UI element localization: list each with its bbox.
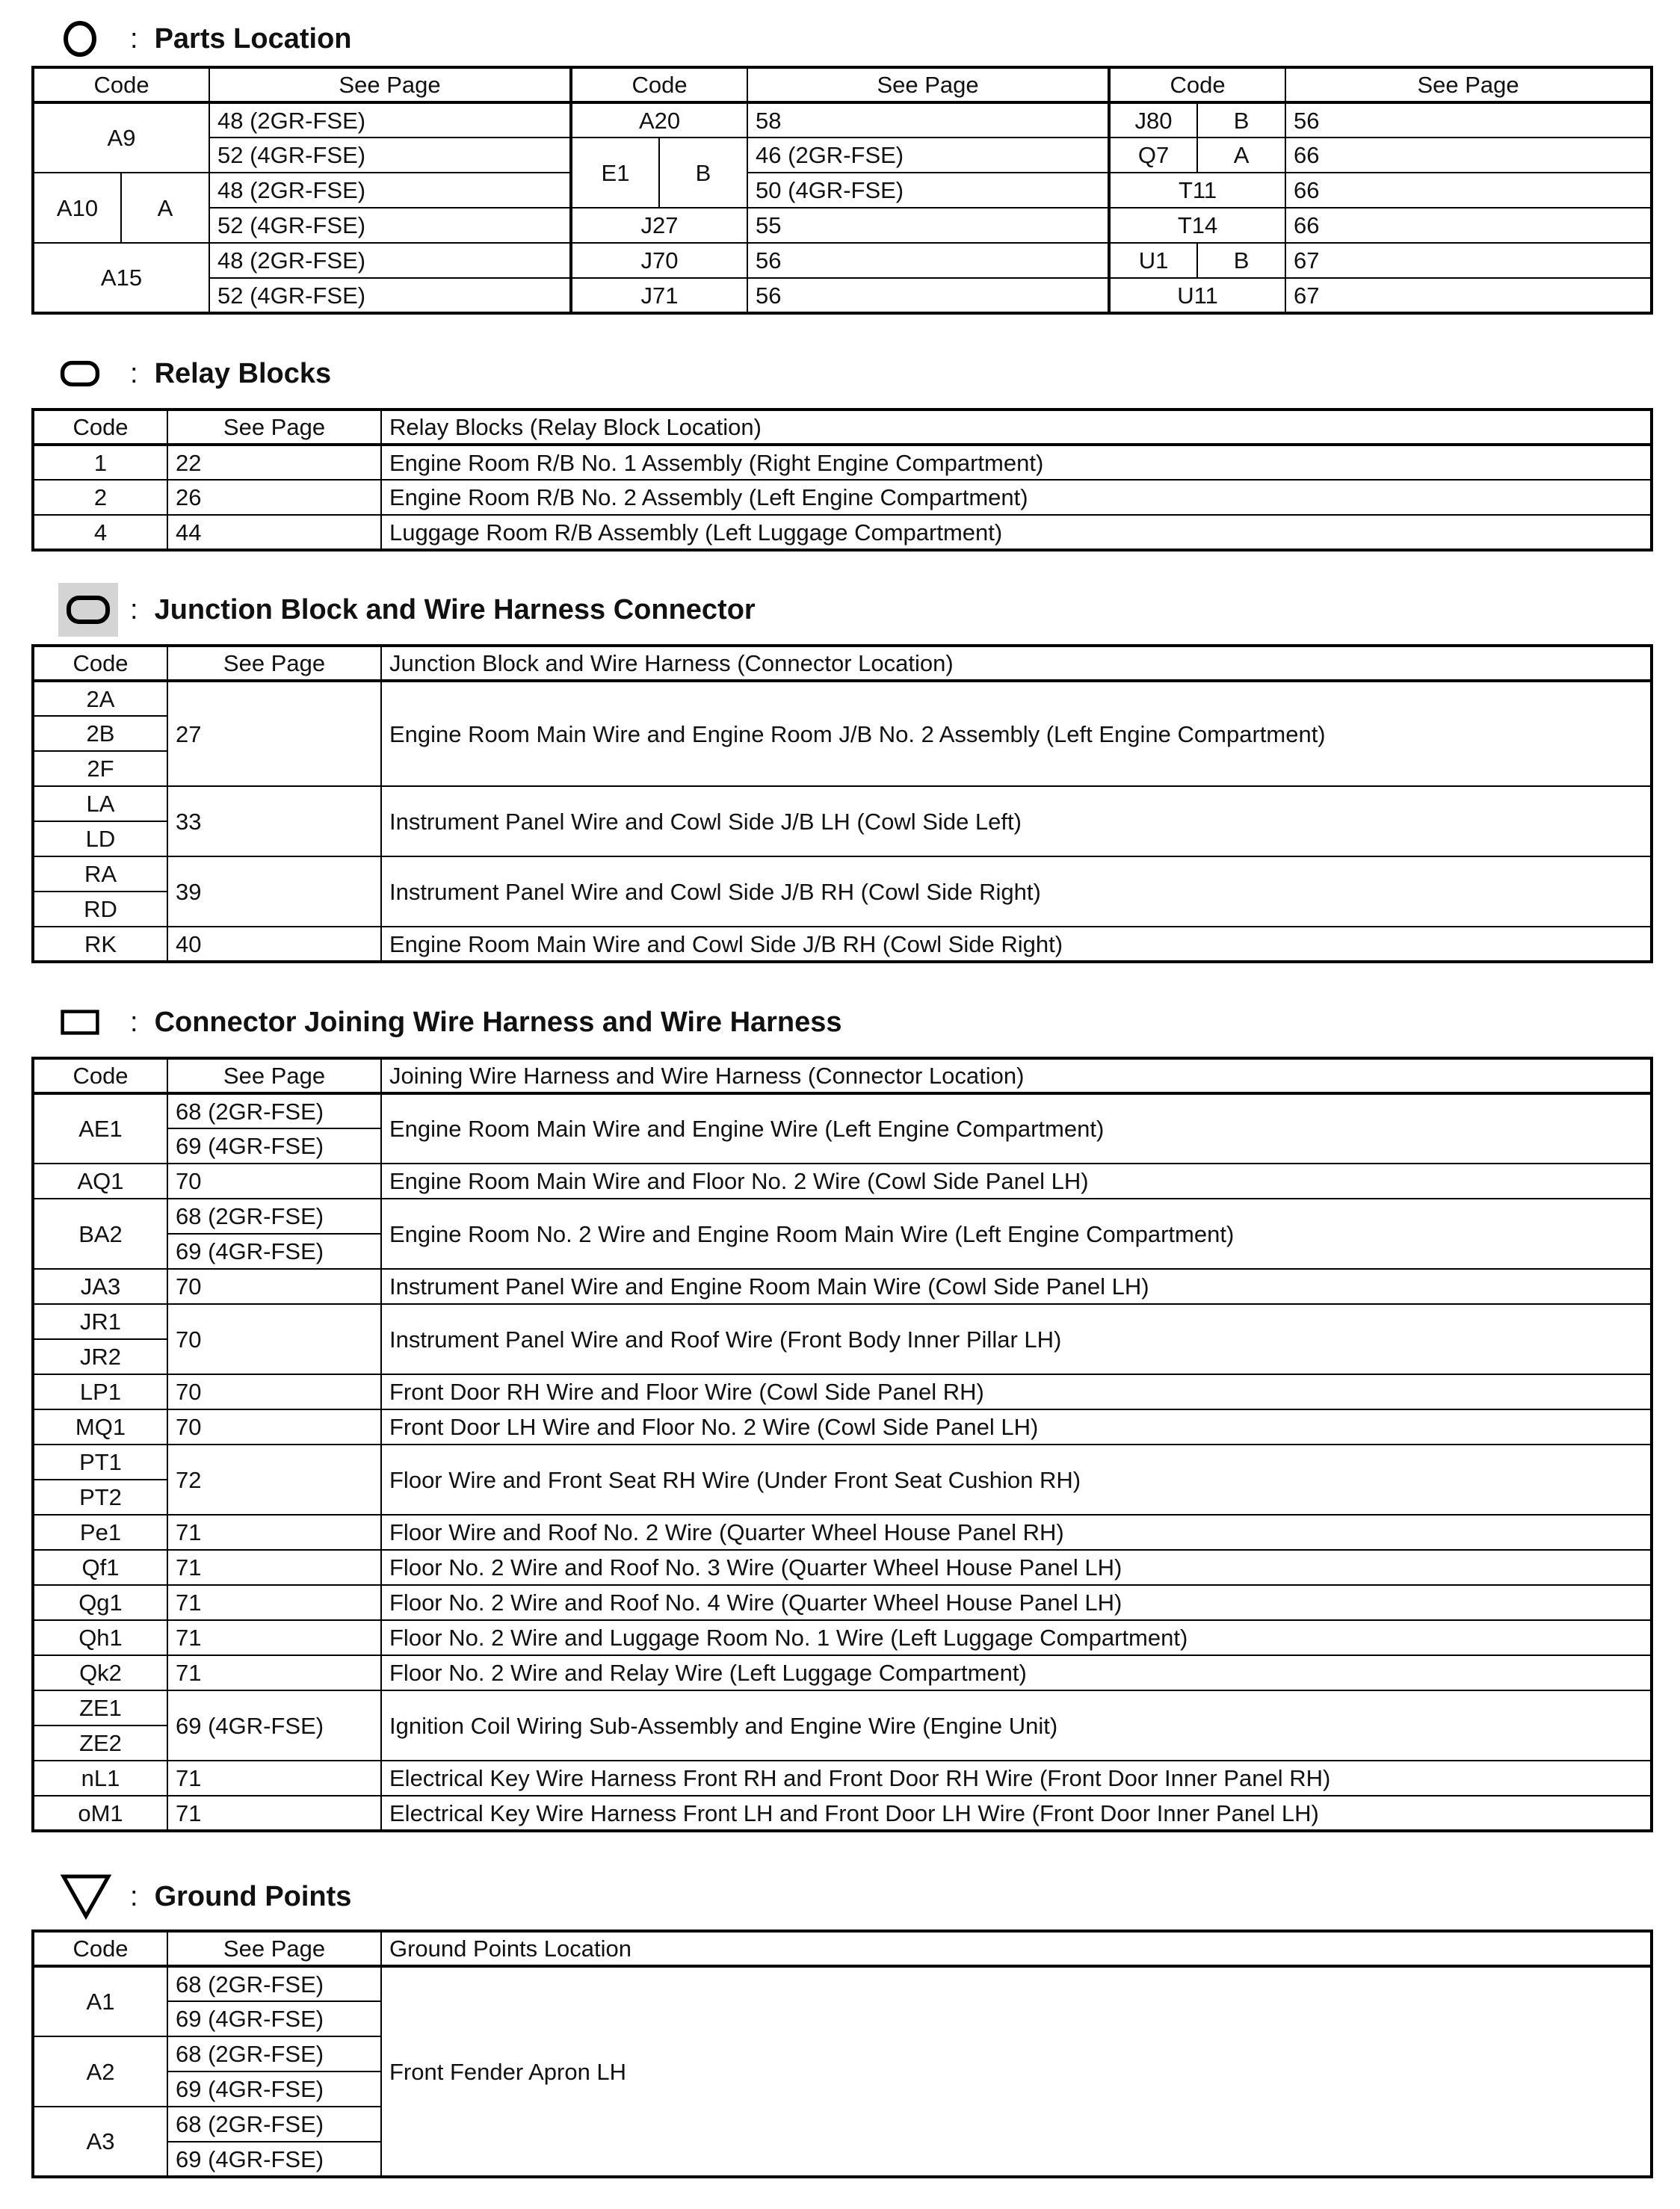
page-cell: 69 (4GR-FSE) xyxy=(167,2142,381,2177)
page-cell: 22 xyxy=(167,445,381,480)
table-row xyxy=(33,1269,1652,1304)
code-cell: Pe1 xyxy=(33,1515,167,1550)
code-cell: Q7 xyxy=(1109,138,1197,173)
page-cell: 69 (4GR-FSE) xyxy=(167,1690,381,1761)
page-cell: 68 (2GR-FSE) xyxy=(167,2036,381,2071)
table-row xyxy=(33,927,1652,962)
triangle-down-icon xyxy=(60,1870,112,1923)
code-cell: J70 xyxy=(571,243,747,278)
code-cell: 2B xyxy=(33,716,167,751)
page-cell: 46 (2GR-FSE) xyxy=(747,138,1109,173)
table-row xyxy=(33,681,1652,716)
code-cell: J71 xyxy=(571,278,747,313)
page-cell: 72 xyxy=(167,1445,381,1515)
page-cell: 26 xyxy=(167,480,381,515)
code-cell: J80 xyxy=(1109,102,1197,138)
header-row xyxy=(33,410,1652,445)
code-cell: nL1 xyxy=(33,1761,167,1796)
description-cell: Floor Wire and Front Seat RH Wire (Under Front Seat Cushion RH) xyxy=(381,1445,1652,1515)
description-cell: Engine Room No. 2 Wire and Engine Room Main Wire (Left Engine Compartment) xyxy=(381,1199,1652,1269)
table-row xyxy=(33,445,1652,480)
page-cell: 48 (2GR-FSE) xyxy=(209,102,571,138)
header-code: Code xyxy=(33,67,209,102)
table-row xyxy=(33,480,1652,515)
header-code: Code xyxy=(33,1931,167,1966)
page-cell: 55 xyxy=(747,208,1109,243)
table-row xyxy=(33,515,1652,550)
code-cell: 2F xyxy=(33,751,167,786)
description-cell: Front Door RH Wire and Floor Wire (Cowl Side Panel RH) xyxy=(381,1374,1652,1409)
description-cell: Instrument Panel Wire and Roof Wire (Front Body Inner Pillar LH) xyxy=(381,1304,1652,1374)
code-cell: A20 xyxy=(571,102,747,138)
table-row xyxy=(33,1409,1652,1445)
sub-code-cell: B xyxy=(659,138,747,208)
code-cell: E1 xyxy=(571,138,659,208)
description-cell: Floor Wire and Roof No. 2 Wire (Quarter Wheel House Panel RH) xyxy=(381,1515,1652,1550)
table-row xyxy=(33,1585,1652,1620)
table-row xyxy=(33,1093,1652,1128)
page-cell: 44 xyxy=(167,515,381,550)
header-code: Code xyxy=(571,67,747,102)
header-row xyxy=(33,67,1652,102)
code-cell: LP1 xyxy=(33,1374,167,1409)
table-row xyxy=(33,1515,1652,1550)
header-description: Joining Wire Harness and Wire Harness (Connector Location) xyxy=(381,1058,1652,1093)
code-cell: A2 xyxy=(33,2036,167,2107)
header-see-page: See Page xyxy=(209,67,571,102)
page-cell: 71 xyxy=(167,1620,381,1655)
header-see-page: See Page xyxy=(1285,67,1652,102)
description-cell: Engine Room Main Wire and Engine Room J/B No. 2 Assembly (Left Engine Compartment) xyxy=(381,681,1652,786)
description-cell: Floor No. 2 Wire and Luggage Room No. 1 Wire (Left Luggage Compartment) xyxy=(381,1620,1652,1655)
table-row xyxy=(33,102,1652,138)
header-row xyxy=(33,1058,1652,1093)
junction-block-heading xyxy=(60,587,756,632)
page-cell: 68 (2GR-FSE) xyxy=(167,1966,381,2001)
page-cell: 67 xyxy=(1285,278,1652,313)
code-cell: JR1 xyxy=(33,1304,167,1339)
page-cell: 69 (4GR-FSE) xyxy=(167,1234,381,1269)
connector-joining-table xyxy=(31,1057,1653,1832)
description-cell: Electrical Key Wire Harness Front RH and Front Door RH Wire (Front Door Inner Panel RH) xyxy=(381,1761,1652,1796)
page-cell: 40 xyxy=(167,927,381,962)
description-cell: Ignition Coil Wiring Sub-Assembly and Engine Wire (Engine Unit) xyxy=(381,1690,1652,1761)
code-cell: LD xyxy=(33,821,167,856)
colon: : xyxy=(130,593,138,625)
table-row xyxy=(33,1445,1652,1480)
sub-code-cell: B xyxy=(1197,102,1285,138)
page-cell: 70 xyxy=(167,1409,381,1445)
page-cell: 71 xyxy=(167,1585,381,1620)
page-cell: 71 xyxy=(167,1761,381,1796)
code-cell: JA3 xyxy=(33,1269,167,1304)
page-cell: 68 (2GR-FSE) xyxy=(167,2107,381,2142)
table-row xyxy=(33,1374,1652,1409)
code-cell: RK xyxy=(33,927,167,962)
rectangle-icon xyxy=(60,1002,100,1042)
page-cell: 56 xyxy=(747,243,1109,278)
sub-code-cell: B xyxy=(1197,243,1285,278)
header-see-page: See Page xyxy=(167,646,381,681)
table-row xyxy=(33,786,1652,821)
table-row xyxy=(33,1164,1652,1199)
page-cell: 33 xyxy=(167,786,381,856)
code-cell: A3 xyxy=(33,2107,167,2177)
description-cell: Engine Room R/B No. 2 Assembly (Left Engine Compartment) xyxy=(381,480,1652,515)
page-cell: 52 (4GR-FSE) xyxy=(209,278,571,313)
table-row xyxy=(33,1304,1652,1339)
code-cell: 2 xyxy=(33,480,167,515)
description-cell: Floor No. 2 Wire and Relay Wire (Left Luggage Compartment) xyxy=(381,1655,1652,1690)
section-title: Ground Points xyxy=(154,1880,352,1912)
table-row xyxy=(33,1620,1652,1655)
code-cell: 4 xyxy=(33,515,167,550)
page-cell: 58 xyxy=(747,102,1109,138)
section-title: Relay Blocks xyxy=(154,357,332,389)
section-title: Junction Block and Wire Harness Connector xyxy=(154,593,756,625)
table-row xyxy=(33,138,1652,173)
header-code: Code xyxy=(33,410,167,445)
page-cell: 48 (2GR-FSE) xyxy=(209,173,571,208)
description-cell: Instrument Panel Wire and Cowl Side J/B RH (Cowl Side Right) xyxy=(381,856,1652,927)
code-cell: MQ1 xyxy=(33,1409,167,1445)
sub-code-cell: A xyxy=(1197,138,1285,173)
description-cell: Engine Room Main Wire and Cowl Side J/B RH (Cowl Side Right) xyxy=(381,927,1652,962)
ground-points-table xyxy=(31,1930,1653,2178)
header-code: Code xyxy=(33,646,167,681)
parts-location-heading xyxy=(60,16,352,61)
table-row xyxy=(33,1655,1652,1690)
header-description: Junction Block and Wire Harness (Connector Location) xyxy=(381,646,1652,681)
page-cell: 39 xyxy=(167,856,381,927)
header-code: Code xyxy=(33,1058,167,1093)
relay-blocks-table xyxy=(31,408,1653,552)
code-cell: PT2 xyxy=(33,1480,167,1515)
code-cell: A1 xyxy=(33,1966,167,2036)
description-cell: Instrument Panel Wire and Engine Room Main Wire (Cowl Side Panel LH) xyxy=(381,1269,1652,1304)
code-cell: PT1 xyxy=(33,1445,167,1480)
code-cell: 1 xyxy=(33,445,167,480)
header-code: Code xyxy=(1109,67,1285,102)
page-cell: 69 (4GR-FSE) xyxy=(167,2071,381,2107)
code-cell: U1 xyxy=(1109,243,1197,278)
table-row xyxy=(33,1966,1652,2001)
page-cell: 69 (4GR-FSE) xyxy=(167,2001,381,2036)
section-title: Parts Location xyxy=(154,22,352,55)
page-cell: 66 xyxy=(1285,138,1652,173)
code-cell: T11 xyxy=(1109,173,1285,208)
connector-joining-heading xyxy=(60,1000,842,1045)
page-cell: 56 xyxy=(747,278,1109,313)
code-cell: AE1 xyxy=(33,1093,167,1164)
code-cell: LA xyxy=(33,786,167,821)
code-cell: BA2 xyxy=(33,1199,167,1269)
page-cell: 71 xyxy=(167,1515,381,1550)
page-cell: 69 (4GR-FSE) xyxy=(167,1128,381,1164)
page-cell: 52 (4GR-FSE) xyxy=(209,138,571,173)
table-row xyxy=(33,208,1652,243)
table-row xyxy=(33,1690,1652,1726)
code-cell: Qg1 xyxy=(33,1585,167,1620)
page-cell: 71 xyxy=(167,1655,381,1690)
code-cell: T14 xyxy=(1109,208,1285,243)
table-row xyxy=(33,1761,1652,1796)
code-cell: 2A xyxy=(33,681,167,716)
description-cell: Luggage Room R/B Assembly (Left Luggage Compartment) xyxy=(381,515,1652,550)
page-cell: 68 (2GR-FSE) xyxy=(167,1199,381,1234)
table-row xyxy=(33,1796,1652,1831)
header-see-page: See Page xyxy=(747,67,1109,102)
colon: : xyxy=(130,1880,138,1912)
section-title: Connector Joining Wire Harness and Wire Harness xyxy=(154,1006,842,1038)
code-cell: oM1 xyxy=(33,1796,167,1831)
circle-icon xyxy=(60,19,100,59)
page-cell: 56 xyxy=(1285,102,1652,138)
page-cell: 27 xyxy=(167,681,381,786)
description-cell: Engine Room R/B No. 1 Assembly (Right Engine Compartment) xyxy=(381,445,1652,480)
description-cell: Engine Room Main Wire and Floor No. 2 Wire (Cowl Side Panel LH) xyxy=(381,1164,1652,1199)
header-see-page: See Page xyxy=(167,1058,381,1093)
shaded-rounded-rectangle-icon xyxy=(58,583,118,637)
header-row xyxy=(33,646,1652,681)
code-cell: Qk2 xyxy=(33,1655,167,1690)
code-cell: U11 xyxy=(1109,278,1285,313)
page-cell: 71 xyxy=(167,1796,381,1831)
code-cell: JR2 xyxy=(33,1339,167,1374)
code-cell: J27 xyxy=(571,208,747,243)
page-cell: 68 (2GR-FSE) xyxy=(167,1093,381,1128)
junction-block-table xyxy=(31,644,1653,963)
header-description: Ground Points Location xyxy=(381,1931,1652,1966)
header-see-page: See Page xyxy=(167,410,381,445)
description-cell: Floor No. 2 Wire and Roof No. 3 Wire (Quarter Wheel House Panel LH) xyxy=(381,1550,1652,1585)
colon: : xyxy=(130,22,138,55)
colon: : xyxy=(130,1006,138,1038)
page-cell: 48 (2GR-FSE) xyxy=(209,243,571,278)
code-cell: ZE1 xyxy=(33,1690,167,1726)
page-cell: 70 xyxy=(167,1269,381,1304)
page-cell: 71 xyxy=(167,1550,381,1585)
description-cell: Electrical Key Wire Harness Front LH and Front Door LH Wire (Front Door Inner Panel LH) xyxy=(381,1796,1652,1831)
description-cell: Floor No. 2 Wire and Roof No. 4 Wire (Quarter Wheel House Panel LH) xyxy=(381,1585,1652,1620)
description-cell: Instrument Panel Wire and Cowl Side J/B LH (Cowl Side Left) xyxy=(381,786,1652,856)
code-cell: Qh1 xyxy=(33,1620,167,1655)
page-cell: 50 (4GR-FSE) xyxy=(747,173,1109,208)
table-row xyxy=(33,1550,1652,1585)
code-cell: Qf1 xyxy=(33,1550,167,1585)
relay-blocks-heading xyxy=(60,351,331,396)
rounded-rectangle-icon xyxy=(60,353,100,394)
page-cell: 70 xyxy=(167,1164,381,1199)
header-see-page: See Page xyxy=(167,1931,381,1966)
code-cell: A9 xyxy=(33,102,209,173)
sub-code-cell: A xyxy=(121,173,209,243)
page-cell: 66 xyxy=(1285,173,1652,208)
page-cell: 70 xyxy=(167,1374,381,1409)
table-row xyxy=(33,1199,1652,1234)
table-row xyxy=(33,243,1652,278)
header-row xyxy=(33,1931,1652,1966)
parts-location-table xyxy=(31,66,1653,315)
page-cell: 66 xyxy=(1285,208,1652,243)
table-row xyxy=(33,856,1652,892)
description-cell: Front Door LH Wire and Floor No. 2 Wire (Cowl Side Panel LH) xyxy=(381,1409,1652,1445)
colon: : xyxy=(130,357,138,389)
code-cell: RD xyxy=(33,892,167,927)
page-cell: 70 xyxy=(167,1304,381,1374)
code-cell: AQ1 xyxy=(33,1164,167,1199)
table-row xyxy=(33,173,1652,208)
ground-points-heading xyxy=(60,1874,351,1919)
table-row xyxy=(33,278,1652,313)
code-cell: RA xyxy=(33,856,167,892)
page-cell: 52 (4GR-FSE) xyxy=(209,208,571,243)
code-cell: ZE2 xyxy=(33,1726,167,1761)
code-cell: A10 xyxy=(33,173,121,243)
location-cell: Front Fender Apron LH xyxy=(381,1966,1652,2177)
header-description: Relay Blocks (Relay Block Location) xyxy=(381,410,1652,445)
description-cell: Engine Room Main Wire and Engine Wire (Left Engine Compartment) xyxy=(381,1093,1652,1164)
code-cell: A15 xyxy=(33,243,209,313)
page-cell: 67 xyxy=(1285,243,1652,278)
